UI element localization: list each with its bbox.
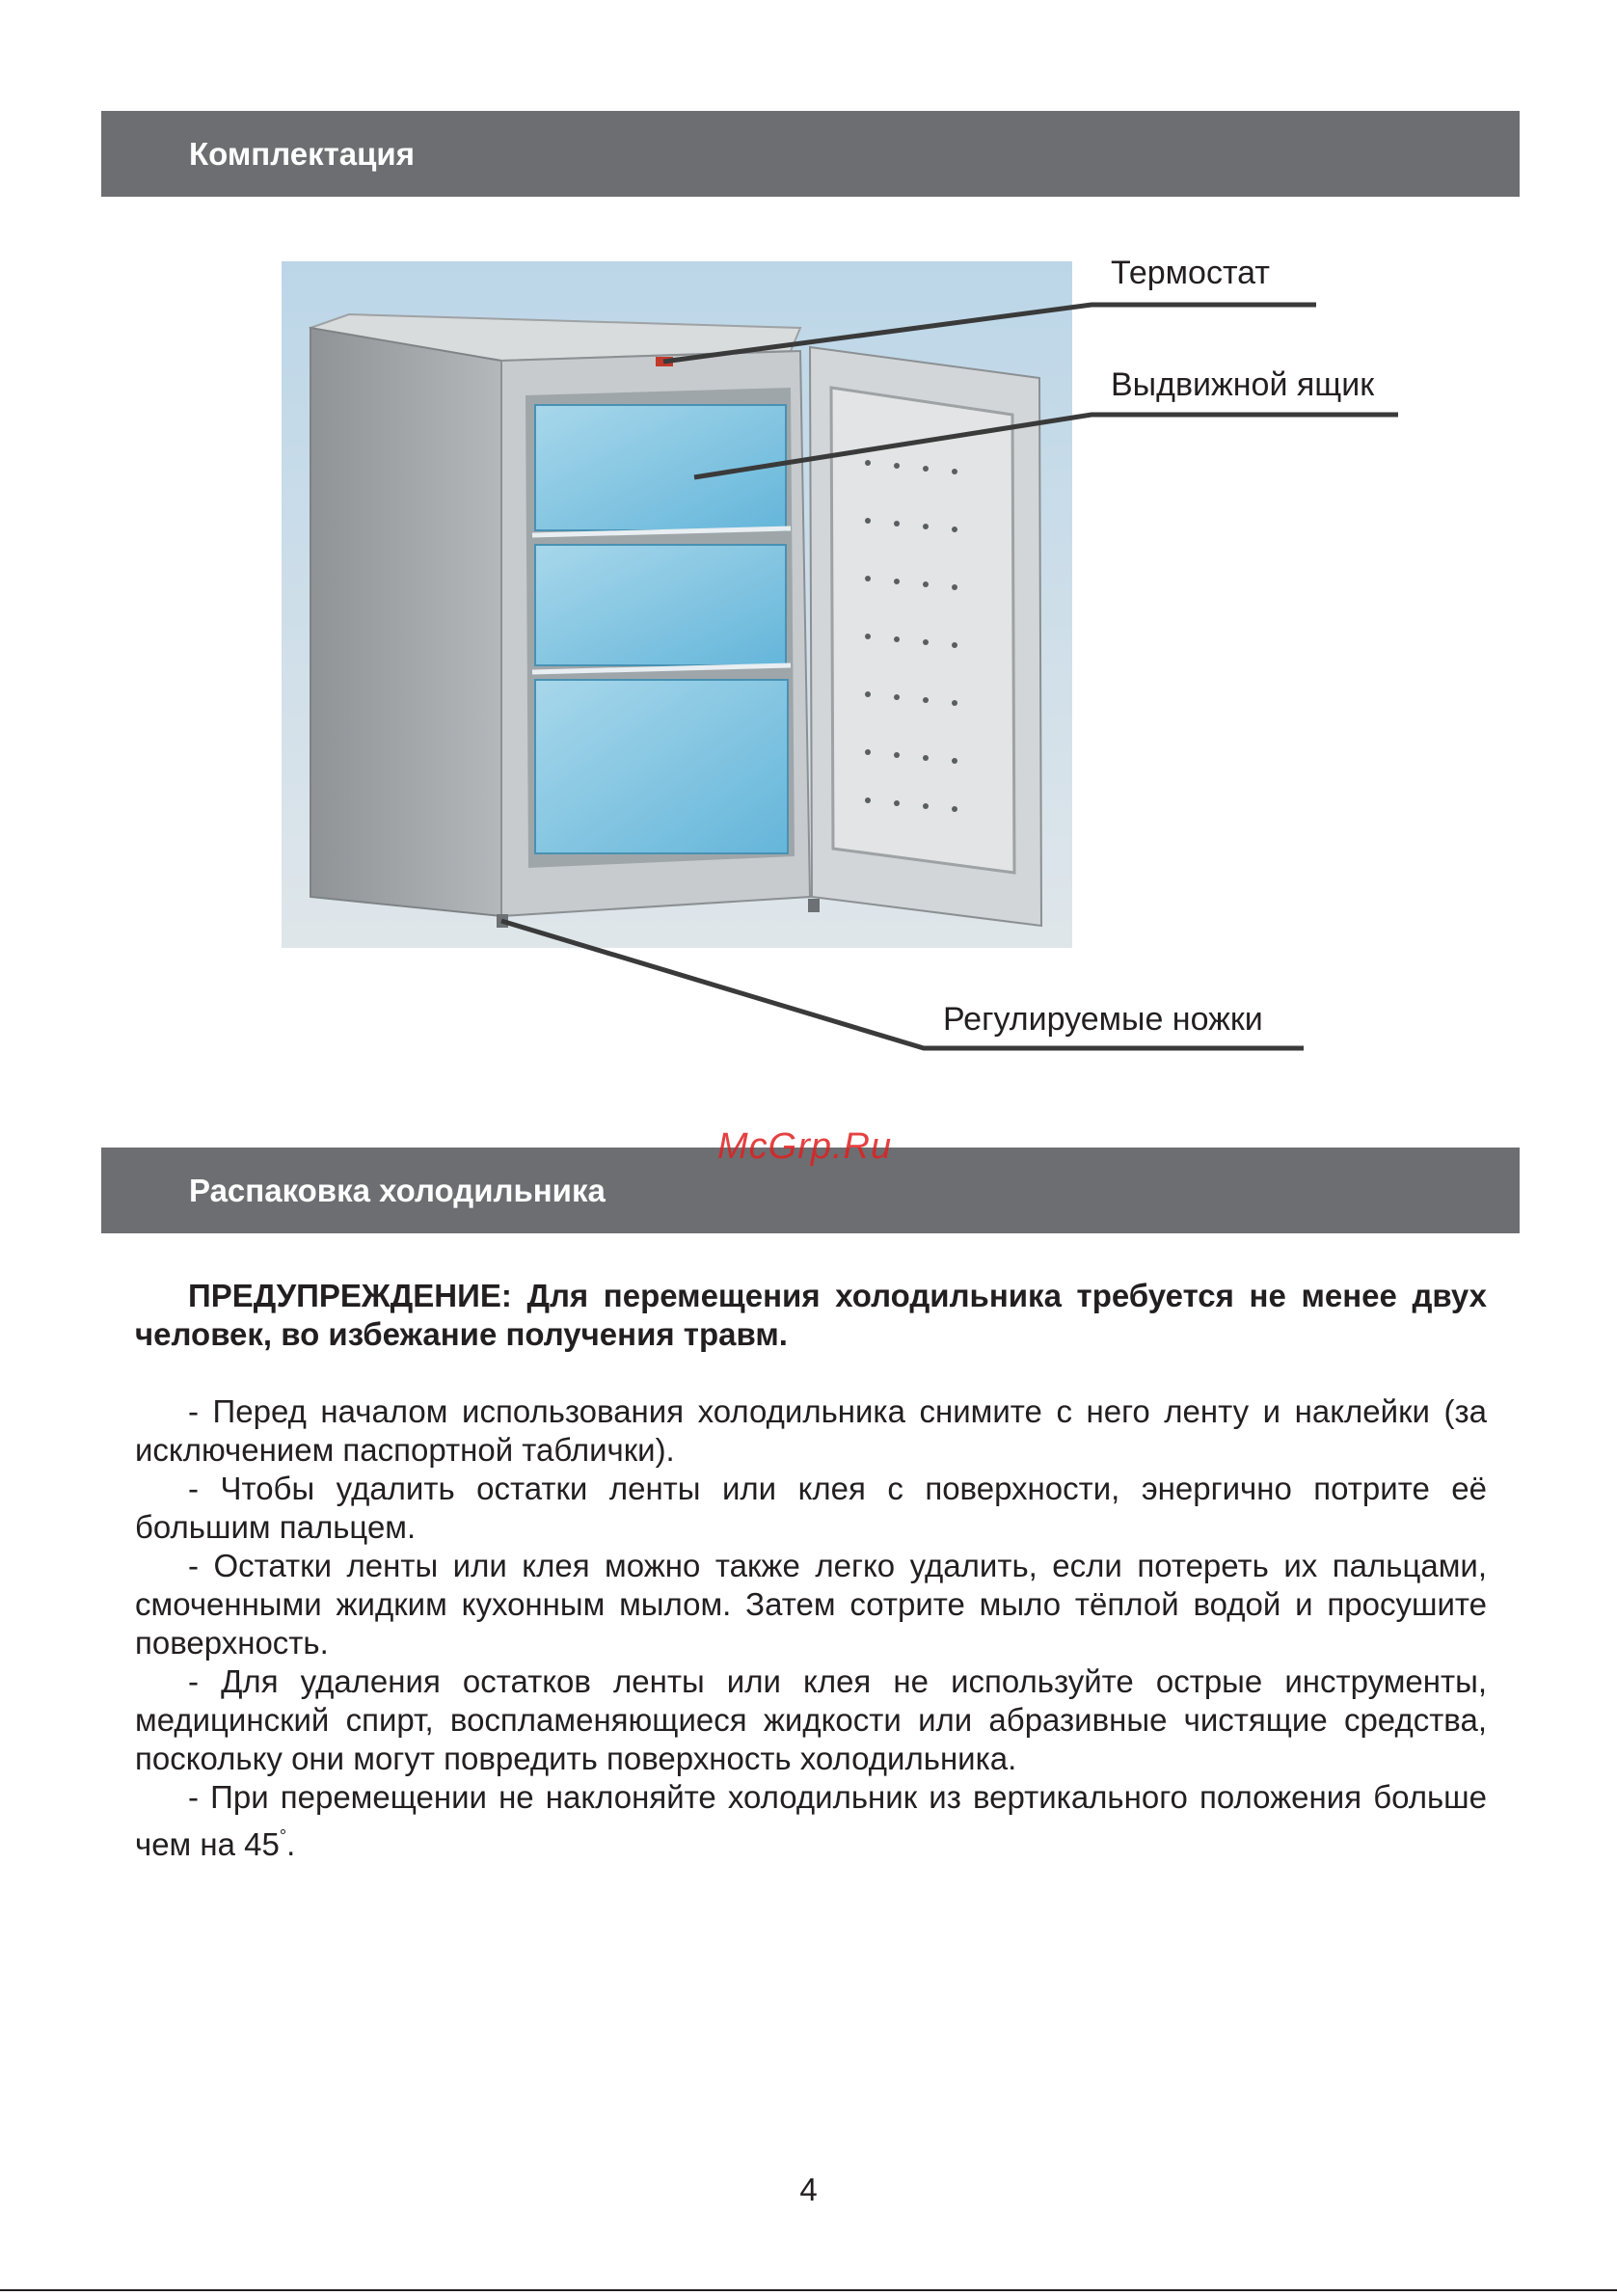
section-title-contents: Комплектация	[189, 136, 415, 172]
drawer-middle	[535, 545, 786, 665]
instruction-item-last	[135, 1778, 1487, 1864]
degree-mark: °	[279, 1826, 287, 1846]
cabinet-side	[310, 328, 501, 916]
callout-thermostat: Термостат	[1111, 255, 1270, 291]
instruction-item-text: - При перемещении не наклоняйте холодильник из вертикального положения больше чем на 45	[135, 1779, 1487, 1862]
instruction-item: - Для удаления остатков ленты или клея не используйте острые инструменты, медицинский спирт, воспламеняющиеся жидкости или абразивные чистящие средства, поскольку они могут повредить поверхность холодильника.	[135, 1663, 1487, 1776]
callout-drawer: Выдвижной ящик	[1111, 366, 1375, 403]
warning-paragraph: ПРЕДУПРЕЖДЕНИЕ: Для перемещения холодильника требуется не менее двух человек, во избежание получения травм.	[135, 1278, 1487, 1352]
instruction-item: - Остатки ленты или клея можно также легко удалить, если потереть их пальцами, смоченными жидким кухонным мылом. Затем сотрите мыло тёплой водой и просушите поверхность.	[135, 1548, 1487, 1661]
refrigerator-illustration	[0, 0, 1617, 1099]
door-panel	[831, 388, 1014, 873]
watermark: McGrp.Ru	[717, 1126, 893, 1167]
unpacking-instructions	[135, 1277, 1487, 1864]
callout-adjustable-legs: Регулируемые ножки	[943, 1001, 1263, 1038]
instruction-item: - Перед началом использования холодильника снимите с него ленту и наклейки (за исключением паспортной таблички).	[135, 1393, 1487, 1468]
bottom-rule	[0, 2289, 1617, 2291]
leg-right	[808, 899, 820, 912]
instruction-item-period: .	[286, 1826, 296, 1862]
instruction-item: - Чтобы удалить остатки ленты или клея с поверхности, энергично потрите её большим пальцем.	[135, 1471, 1487, 1545]
section-title-unpacking: Распаковка холодильника	[189, 1173, 606, 1208]
page-number: 4	[799, 2172, 818, 2207]
drawer-bottom	[535, 680, 788, 853]
